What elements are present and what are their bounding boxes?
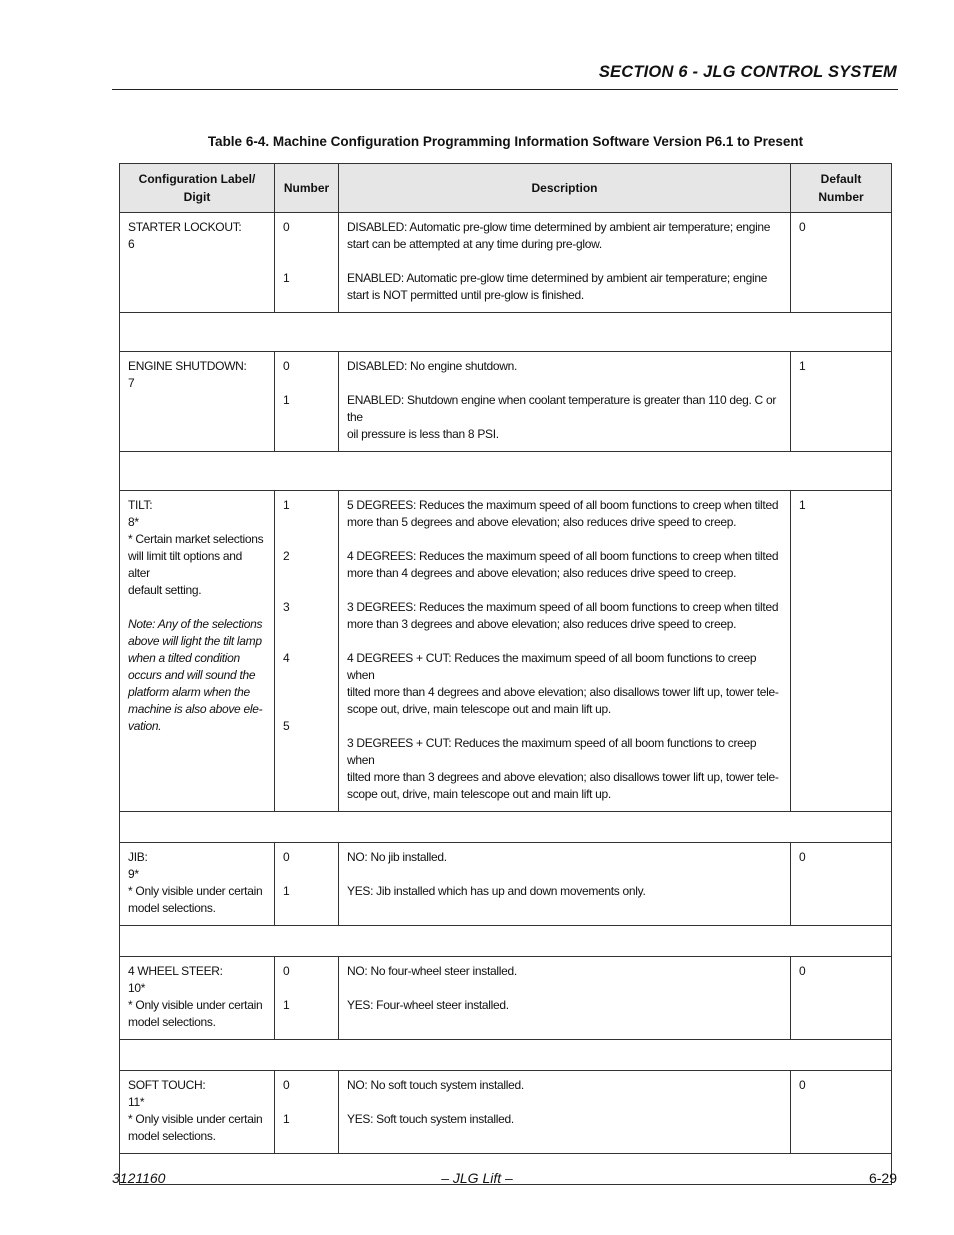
option-description-line: YES: Jib installed which has up and down movements only. — [347, 884, 646, 898]
footer-center-text: – JLG Lift – — [441, 1170, 513, 1186]
option-description-line: more than 3 degrees and above elevation; also reduces drive speed to creep. — [347, 617, 737, 631]
option-number: 3 — [283, 600, 290, 614]
config-label-line: 7 — [128, 376, 135, 390]
header-config-label-line1: Configuration Label/ — [138, 172, 256, 186]
spacer-gap — [283, 409, 330, 426]
config-label-line: TILT: — [128, 498, 153, 512]
number-cell — [275, 352, 339, 452]
spacer-gap — [283, 701, 330, 718]
config-label-note-line: above will light the tilt lamp — [128, 634, 262, 648]
header-config-label-line2: Digit — [183, 190, 211, 204]
table-row — [120, 213, 892, 313]
spacer-gap — [283, 616, 330, 633]
option-description-line: NO: No jib installed. — [347, 850, 447, 864]
option-description-line: ENABLED: Shutdown engine when coolant temperature is greater than 110 deg. C or the — [347, 393, 777, 424]
option-description-line: start can be attempted at any time during pre-glow. — [347, 237, 602, 251]
config-label-note-line: Note: Any of the selections — [128, 617, 263, 631]
option-number: 1 — [283, 1112, 290, 1126]
option-description-line: start is NOT permitted until pre-glow is finished. — [347, 288, 584, 302]
config-label-line: JIB: — [128, 850, 148, 864]
option-number: 1 — [283, 884, 290, 898]
number-cell — [275, 1071, 339, 1154]
header-description: Description — [339, 164, 791, 213]
config-label-line: 10* — [128, 981, 146, 995]
spacer-gap — [283, 735, 330, 752]
option-number: 0 — [283, 220, 290, 234]
page-number: 6-29 — [868, 1170, 897, 1186]
spacer-gap — [283, 633, 330, 650]
separator-cell — [120, 926, 892, 957]
option-description-line: tilted more than 3 degrees and above elevation; also disallows tower lift up, tower tele- — [347, 770, 779, 784]
option-description-line: scope out, drive, main telescope out and main lift up. — [347, 702, 611, 716]
config-label-line: 6 — [128, 237, 135, 251]
spacer-gap — [283, 684, 330, 701]
option-number: 5 — [283, 719, 290, 733]
option-number: 0 — [283, 359, 290, 373]
separator-cell — [120, 812, 892, 843]
table-caption: Table 6-4. Machine Configuration Programming Information Software Version P6.1 to Present — [207, 134, 804, 149]
header-default-line2: Number — [818, 190, 864, 204]
config-label-note-line: platform alarm when the — [128, 685, 250, 699]
separator-row — [120, 313, 892, 352]
option-description-line: more than 4 degrees and above elevation; also reduces drive speed to creep. — [347, 566, 737, 580]
description-cell — [339, 843, 791, 926]
spacer-gap — [347, 980, 782, 997]
spacer-gap — [347, 531, 782, 548]
option-description-line: YES: Four-wheel steer installed. — [347, 998, 509, 1012]
description-cell — [339, 352, 791, 452]
option-description-line: oil pressure is less than 8 PSI. — [347, 427, 499, 441]
spacer-gap — [283, 752, 330, 769]
spacer-gap — [347, 718, 782, 735]
config-label-line: default setting. — [128, 583, 202, 597]
config-label-cell — [120, 843, 275, 926]
config-label-cell — [120, 491, 275, 812]
option-description-line: 4 DEGREES + CUT: Reduces the maximum speed of all boom functions to creep when — [347, 651, 757, 682]
option-description-line: YES: Soft touch system installed. — [347, 1112, 514, 1126]
number-cell — [275, 957, 339, 1040]
spacer-gap — [128, 599, 266, 616]
option-description-line: DISABLED: Automatic pre-glow time determined by ambient air temperature; engine — [347, 220, 771, 234]
table-row — [120, 1071, 892, 1154]
description-cell — [339, 213, 791, 313]
spacer-gap — [283, 1094, 330, 1111]
config-label-line: * Only visible under certain — [128, 1112, 263, 1126]
header-divider — [112, 89, 898, 90]
config-label-line: * Certain market selections — [128, 532, 264, 546]
option-description-line: ENABLED: Automatic pre-glow time determined by ambient air temperature; engine — [347, 271, 768, 285]
header-number: Number — [275, 164, 339, 213]
config-label-cell — [120, 352, 275, 452]
spacer-gap — [347, 582, 782, 599]
separator-row — [120, 926, 892, 957]
spacer-gap — [283, 565, 330, 582]
separator-cell — [120, 313, 892, 352]
option-description-line: 4 DEGREES: Reduces the maximum speed of all boom functions to creep when tilted — [347, 549, 779, 563]
option-number: 0 — [283, 850, 290, 864]
spacer-gap — [283, 866, 330, 883]
default-number-cell: 0 — [791, 843, 892, 926]
spacer-gap — [347, 633, 782, 650]
config-label-line: * Only visible under certain — [128, 998, 263, 1012]
default-number-cell: 0 — [791, 1071, 892, 1154]
config-label-line: ENGINE SHUTDOWN: — [128, 359, 247, 373]
default-number-cell: 0 — [791, 957, 892, 1040]
config-label-line: 11* — [128, 1095, 145, 1109]
doc-number: 3121160 — [112, 1170, 166, 1186]
spacer-gap — [283, 236, 330, 253]
number-cell — [275, 843, 339, 926]
section-title: SECTION 6 - JLG CONTROL SYSTEM — [598, 63, 897, 81]
default-number-cell: 1 — [791, 352, 892, 452]
default-number-cell: 0 — [791, 213, 892, 313]
separator-row — [120, 1040, 892, 1071]
option-description-line: more than 5 degrees and above elevation; also reduces drive speed to creep. — [347, 515, 737, 529]
config-label-cell — [120, 213, 275, 313]
number-cell — [275, 213, 339, 313]
separator-row — [120, 812, 892, 843]
header-default-line1: Default — [820, 172, 862, 186]
option-number: 1 — [283, 271, 290, 285]
option-number: 1 — [283, 393, 290, 407]
description-cell — [339, 1071, 791, 1154]
header-default-number — [791, 164, 892, 213]
option-description-line: tilted more than 4 degrees and above elevation; also disallows tower lift up, tower tele- — [347, 685, 779, 699]
number-cell — [275, 491, 339, 812]
option-description-line: scope out, drive, main telescope out and main lift up. — [347, 787, 611, 801]
spacer-gap — [347, 375, 782, 392]
spacer-gap — [283, 375, 330, 392]
config-label-note-line: occurs and will sound the — [128, 668, 256, 682]
option-number: 1 — [283, 998, 290, 1012]
option-description-line: 5 DEGREES: Reduces the maximum speed of all boom functions to creep when tilted — [347, 498, 779, 512]
spacer-gap — [283, 980, 330, 997]
option-description-line: DISABLED: No engine shutdown. — [347, 359, 518, 373]
separator-row — [120, 452, 892, 491]
config-label-line: 4 WHEEL STEER: — [128, 964, 223, 978]
config-label-line: SOFT TOUCH: — [128, 1078, 206, 1092]
table-row — [120, 843, 892, 926]
configuration-table — [119, 163, 892, 1185]
spacer-gap — [283, 531, 330, 548]
separator-cell — [120, 452, 892, 491]
option-description-line: 3 DEGREES + CUT: Reduces the maximum speed of all boom functions to creep when — [347, 736, 757, 767]
option-number: 4 — [283, 651, 290, 665]
config-label-line: model selections. — [128, 901, 216, 915]
config-label-note-line: when a tilted condition — [128, 651, 240, 665]
config-label-line: model selections. — [128, 1015, 216, 1029]
option-number: 2 — [283, 549, 290, 563]
table-row — [120, 352, 892, 452]
config-label-cell — [120, 1071, 275, 1154]
table-row — [120, 957, 892, 1040]
spacer-gap — [347, 1094, 782, 1111]
separator-cell — [120, 1040, 892, 1071]
option-number: 0 — [283, 964, 290, 978]
option-number: 0 — [283, 1078, 290, 1092]
config-label-line: STARTER LOCKOUT: — [128, 220, 242, 234]
config-label-note-line: machine is also above ele- — [128, 702, 263, 716]
table-header-row — [120, 164, 892, 213]
config-label-line: model selections. — [128, 1129, 216, 1143]
spacer-gap — [283, 287, 330, 304]
config-label-cell — [120, 957, 275, 1040]
spacer-gap — [283, 667, 330, 684]
spacer-gap — [347, 866, 782, 883]
header-config-label — [120, 164, 275, 213]
default-number-cell: 1 — [791, 491, 892, 812]
config-label-line: 8* — [128, 515, 139, 529]
spacer-gap — [347, 253, 782, 270]
config-label-line: * Only visible under certain — [128, 884, 263, 898]
config-label-line: will limit tilt options and alter — [128, 549, 242, 580]
description-cell — [339, 491, 791, 812]
spacer-gap — [283, 253, 330, 270]
option-description-line: NO: No four-wheel steer installed. — [347, 964, 517, 978]
table-body — [120, 213, 892, 1185]
spacer-gap — [283, 514, 330, 531]
config-label-note-line: vation. — [128, 719, 162, 733]
option-number: 1 — [283, 498, 290, 512]
config-label-line: 9* — [128, 867, 139, 881]
spacer-gap — [283, 582, 330, 599]
option-description-line: NO: No soft touch system installed. — [347, 1078, 524, 1092]
option-description-line: 3 DEGREES: Reduces the maximum speed of all boom functions to creep when tilted — [347, 600, 779, 614]
table-row — [120, 491, 892, 812]
description-cell — [339, 957, 791, 1040]
